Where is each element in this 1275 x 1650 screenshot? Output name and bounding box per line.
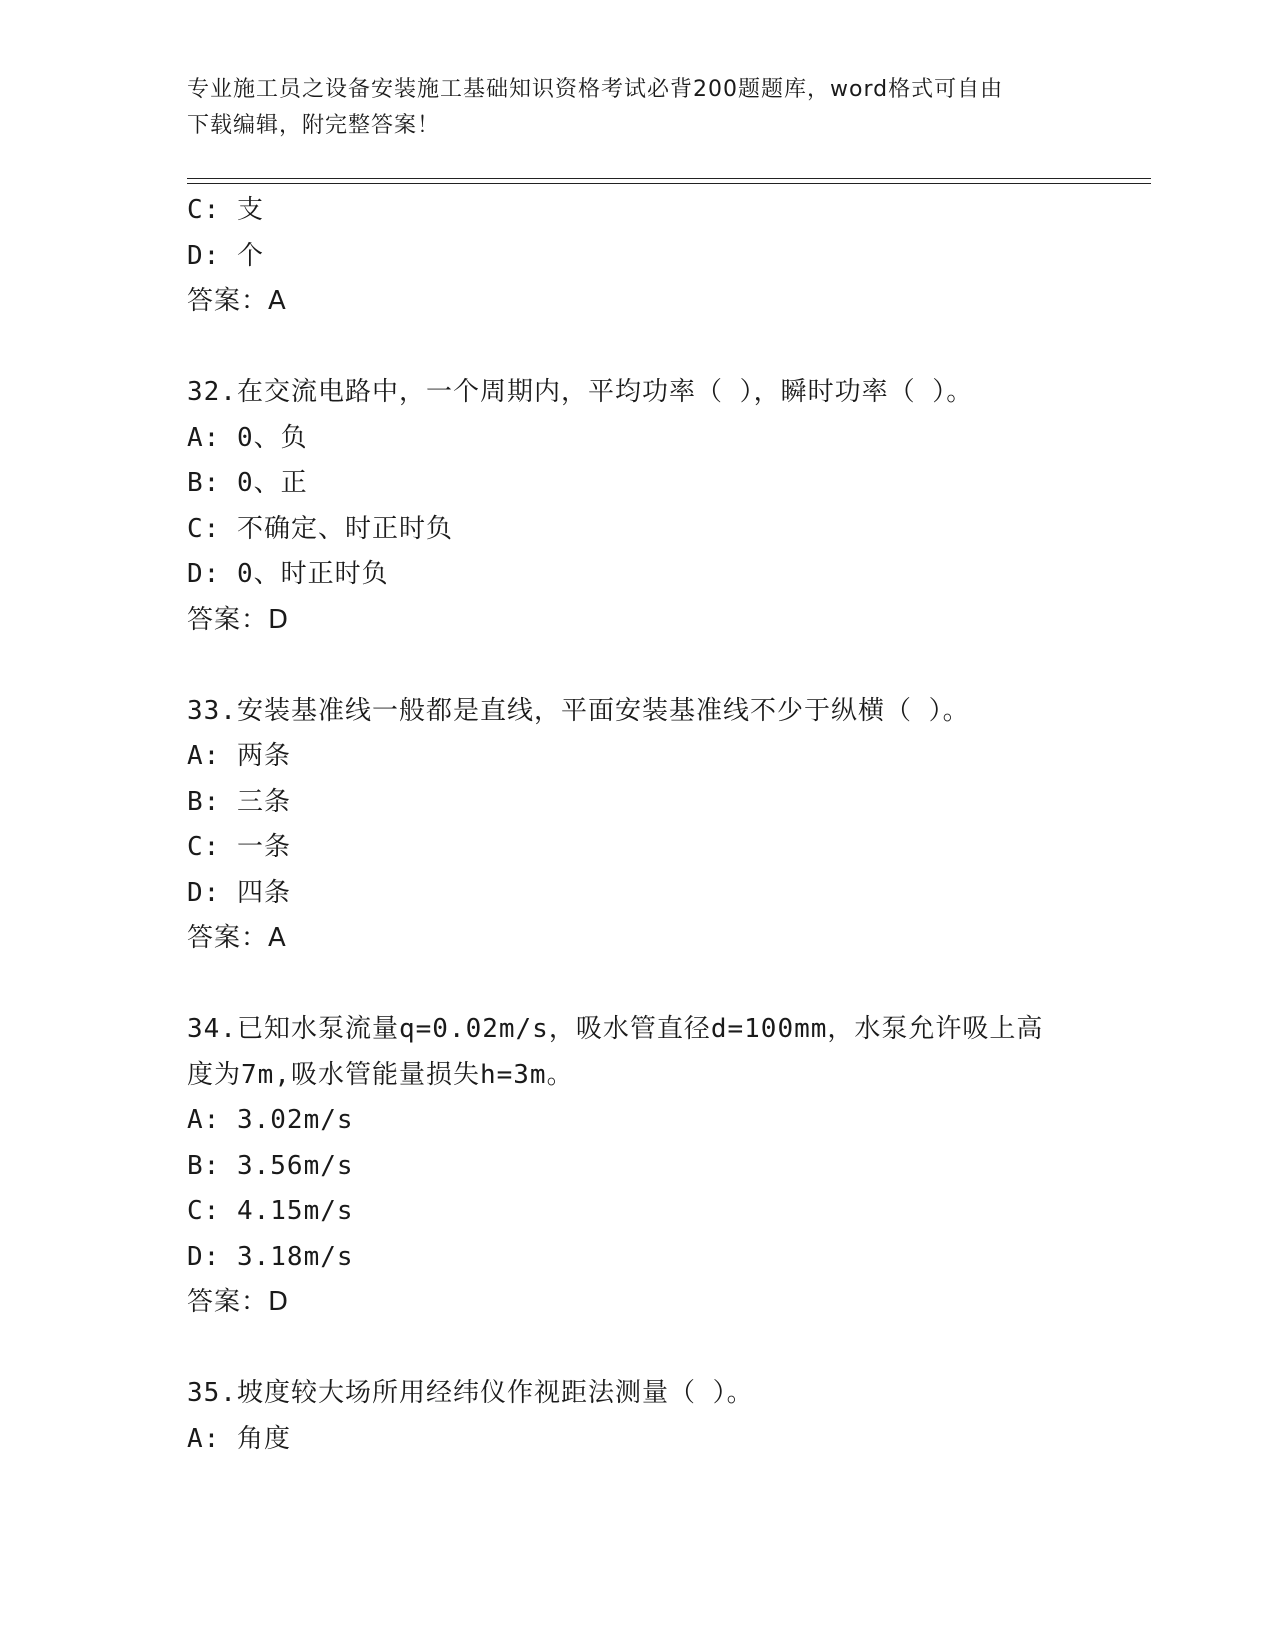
question-35 [187,1371,1151,1462]
option-c: C: 支 [187,195,264,225]
answer-line: 答案：A [187,923,287,953]
header-divider-top [187,178,1151,179]
option-a: A: 两条 [187,741,291,771]
question-stem: 33.安装基准线一般都是直线，平面安装基准线不少于纵横（ ）。 [187,695,970,726]
option-b: B: 三条 [187,786,291,817]
option-d: D: 四条 [187,877,291,908]
option-d: D: 0、时正时负 [187,559,389,589]
option-c: C: 4.15m/s [187,1196,354,1226]
question-list [187,188,1151,1462]
question-stem: 35.坡度较大场所用经纬仪作视距法测量（ ）。 [187,1378,754,1408]
question-stem-continued: 度为7m,吸水管能量损失h=3m。 [187,1059,574,1090]
answer-line: 答案：D [187,1287,290,1317]
spacer [187,1326,1151,1372]
question-stem: 34.已知水泵流量q=0.02m/s，吸水管直径d=100mm，水泵允许吸上高 [187,1014,1044,1044]
answer-line: 答案：A [187,286,287,316]
option-b: B: 3.56m/s [187,1150,354,1181]
option-b: B: 0、正 [187,468,308,498]
header-divider-bottom [187,183,1151,184]
question-34 [187,1007,1151,1326]
option-a: A: 3.02m/s [187,1105,354,1135]
spacer [187,962,1151,1008]
document-header [187,72,1087,144]
spacer [187,643,1151,689]
answer-line: 答案：D [187,604,290,635]
option-d: D: 3.18m/s [187,1241,354,1272]
header-title-line-2: 下载编辑，附完整答案！ [187,113,441,138]
spacer [187,325,1151,371]
option-a: A: 角度 [187,1423,291,1454]
question-stem: 32.在交流电路中，一个周期内，平均功率（ ），瞬时功率（ ）。 [187,377,974,407]
question-31-continued [187,188,1151,325]
question-33 [187,689,1151,962]
option-c: C: 不确定、时正时负 [187,513,453,544]
header-title-line-1: 专业施工员之设备安装施工基础知识资格考试必背200题题库，word格式可自由 [187,77,1004,102]
option-a: A: 0、负 [187,422,308,453]
option-c: C: 一条 [187,832,291,862]
question-32 [187,370,1151,643]
option-d: D: 个 [187,240,264,271]
